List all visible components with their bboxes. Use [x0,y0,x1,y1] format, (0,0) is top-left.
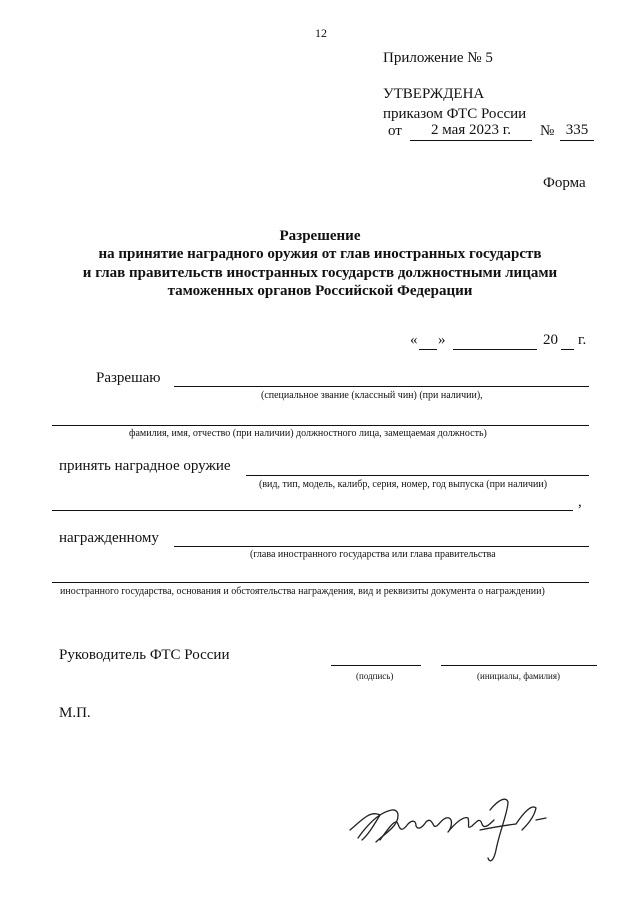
order-number-underline [560,140,594,141]
head-line [174,546,589,547]
order-number: 335 [565,122,589,138]
handwritten-signature [340,790,555,870]
weapon-line [246,475,589,476]
permit-label: Разрешаю [96,370,161,386]
title-line-2: на принятие наградного оружия от глав иностранных государств [98,246,542,262]
basis-caption: иностранного государства, основания и обстоятельства награждения, вид и реквизиты документа о награждении) [60,586,545,597]
approved-label: УТВЕРЖДЕНА [383,86,485,102]
name-line [52,425,589,426]
head-signature-label: Руководитель ФТС России [59,647,230,663]
date-day-blank [419,349,437,350]
name-caption: фамилия, имя, отчество (при наличии) должностного лица, замещаемая должность) [129,428,487,439]
rank-line [174,386,589,387]
seal-label: М.П. [59,705,91,721]
weapon-line-2 [52,510,573,511]
date-year-blank [561,349,574,350]
date-year-prefix: 20 [543,332,558,348]
weapon-caption: (вид, тип, модель, калибр, серия, номер, год выпуска (при наличии) [259,479,548,490]
order-date: 2 мая 2023 г. [431,122,511,138]
title-line-3: и глав правительств иностранных государств должностными лицами [82,265,558,281]
form-label: Форма [543,175,586,191]
date-close-quote: » [438,332,446,348]
initials-caption: (инициалы, фамилия) [477,671,560,681]
accept-label: принять наградное оружие [59,458,231,474]
sign-line [331,665,421,666]
order-number-label: № [540,123,555,139]
head-caption: (глава иностранного государства или глава правительства [250,549,496,560]
title-line-1: Разрешение [279,228,361,244]
weapon-comma: , [578,494,582,510]
date-month-blank [453,349,537,350]
order-date-underline [410,140,532,141]
awarded-label: награжденному [59,530,159,546]
date-open-quote: « [410,332,418,348]
date-year-suffix: г. [578,332,587,348]
title-line-4: таможенных органов Российской Федерации [167,283,473,299]
basis-line [52,582,589,583]
sign-caption: (подпись) [356,671,394,681]
initials-line [441,665,597,666]
order-label: приказом ФТС России [383,106,527,122]
rank-caption: (специальное звание (классный чин) (при наличии), [261,390,483,401]
order-from-label: от [388,123,402,139]
appendix-label: Приложение № 5 [383,50,493,66]
page-number: 12 [315,26,327,40]
